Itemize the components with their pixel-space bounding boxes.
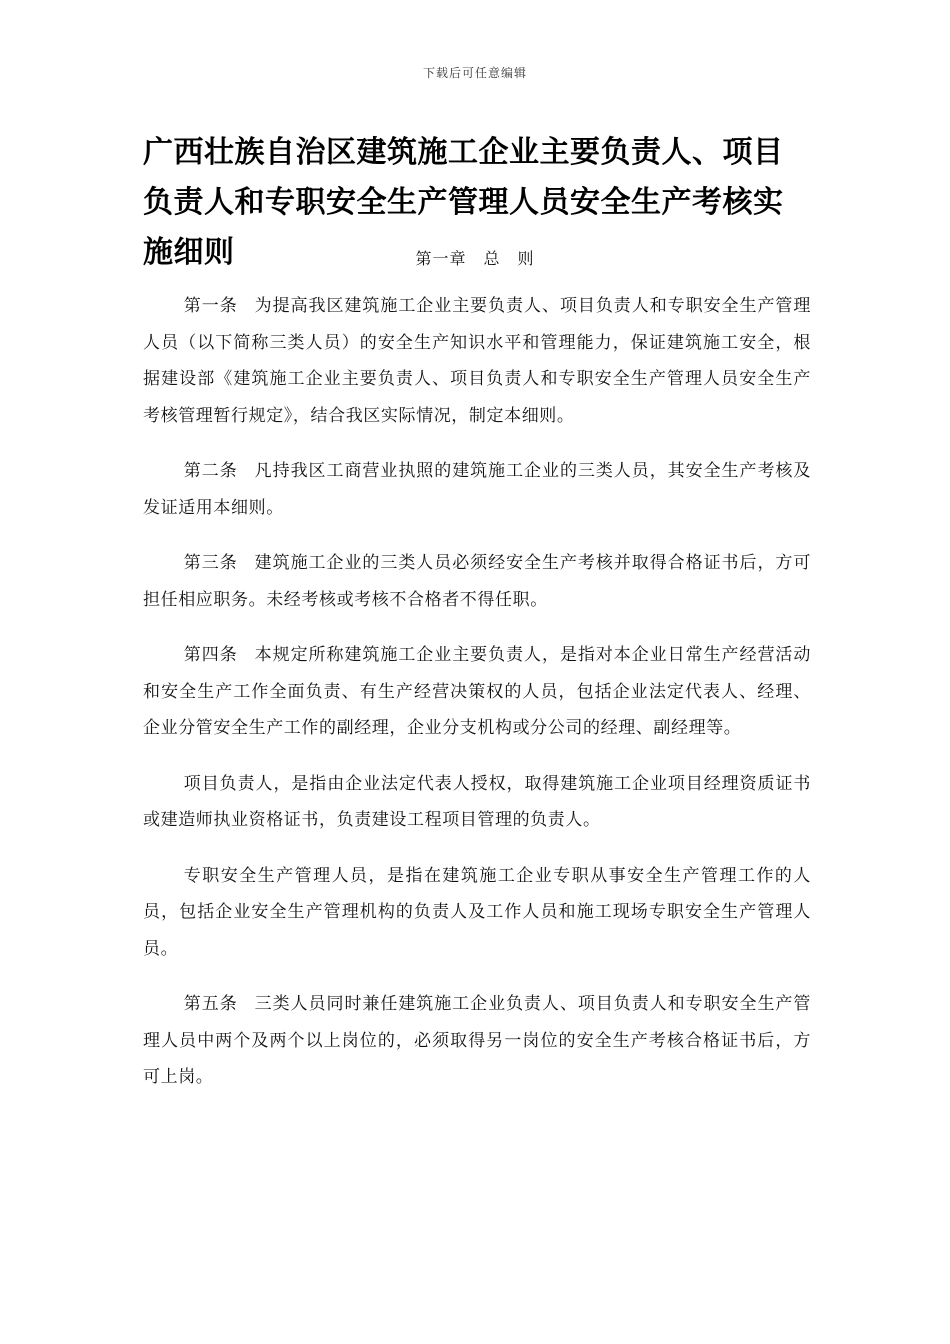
article-2 [143, 453, 811, 526]
article-label: 第一条 [183, 296, 238, 316]
article-label: 第二条 [183, 461, 238, 481]
article-3 [143, 545, 811, 618]
chapter-heading: 第一章 总 则 [415, 249, 535, 268]
article-5 [143, 986, 811, 1096]
article-text: 本规定所称建筑施工企业主要负责人，是指对本企业日常生产经营活动和安全生产工作全面负责、有生产经营决策权的人员，包括企业法定代表人、经理、企业分管安全生产工作的副经理，企业分支机构或分公司的经理、副经理等。 [143, 645, 811, 738]
article-text: 三类人员同时兼任建筑施工企业负责人、项目负责人和专职安全生产管理人员中两个及两个以上岗位的，必须取得另一岗位的安全生产考核合格证书后，方可上岗。 [143, 994, 811, 1087]
paragraph-text: 项目负责人，是指由企业法定代表人授权，取得建筑施工企业项目经理资质证书或建造师执业资格证书，负责建设工程项目管理的负责人。 [143, 773, 811, 830]
article-label: 第五条 [183, 994, 238, 1014]
paragraph-text: 专职安全生产管理人员，是指在建筑施工企业专职从事安全生产管理工作的人员，包括企业安全生产管理机构的负责人及工作人员和施工现场专职安全生产管理人员。 [143, 865, 811, 959]
article-4 [143, 637, 811, 747]
header-note: 下载后可任意编辑 [422, 66, 527, 80]
article-label: 第四条 [183, 645, 238, 665]
article-label: 第三条 [183, 553, 238, 573]
document-title: 广西壮族自治区建筑施工企业主要负责人、项目负责人和专职安全生产管理人员安全生产考核实施细则 [143, 135, 784, 270]
article-text: 建筑施工企业的三类人员必须经安全生产考核并取得合格证书后，方可担任相应职务。未经考核或考核不合格者不得任职。 [143, 553, 811, 610]
article-1 [143, 288, 811, 434]
article-text: 为提高我区建筑施工企业主要负责人、项目负责人和专职安全生产管理人员（以下简称三类人员）的安全生产知识水平和管理能力，保证建筑施工安全，根据建设部《建筑施工企业主要负责人、项目负责人和专职安全生产管理人员安全生产考核管理暂行规定》，结合我区实际情况，制定本细则。 [143, 296, 811, 426]
article-4-safety-staff [143, 858, 811, 968]
article-text: 凡持我区工商营业执照的建筑施工企业的三类人员，其安全生产考核及发证适用本细则。 [143, 461, 811, 518]
document-body [143, 288, 811, 1115]
article-4-project-leader [143, 766, 811, 839]
